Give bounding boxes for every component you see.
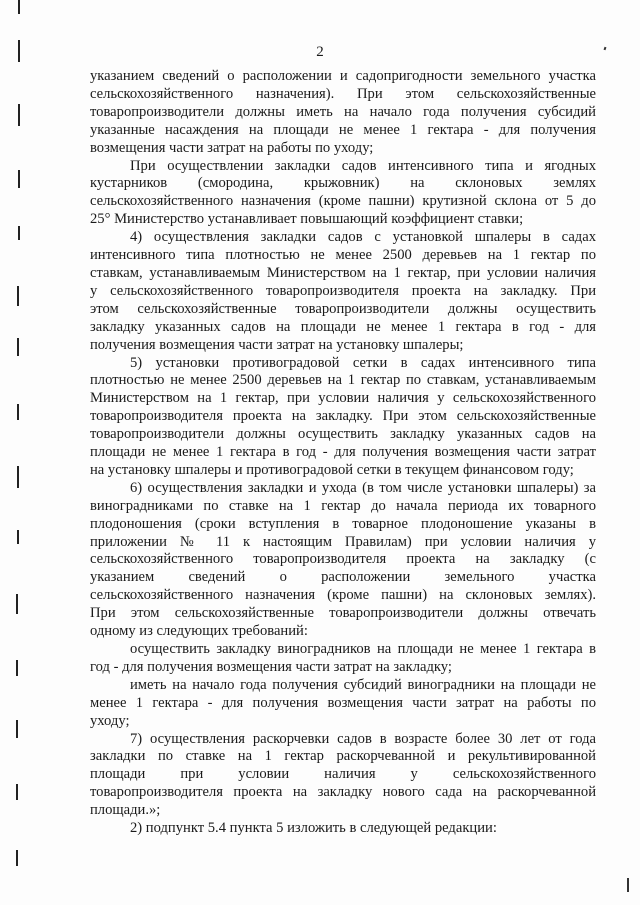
text-line-wrapper: [90, 605, 596, 623]
text-line: получения возмещения части затрат на установку шпалеры;: [90, 336, 464, 353]
text-line-wrapper: [90, 623, 596, 641]
scan-edge-mark: [16, 660, 18, 676]
text-line: интенсивного типа плотностью не менее 2500 деревьев на 1 гектар по: [90, 247, 596, 264]
text-line-wrapper: [90, 247, 596, 265]
scan-edge-mark: [18, 0, 20, 14]
text-line: товаропроизводителя проекта на закладку нового сада на раскорчеванной: [90, 784, 596, 801]
page-number: 2: [316, 44, 324, 60]
text-line: закладки по ставке на 1 гектар раскорчеванной и рекультивированной: [90, 748, 596, 765]
text-line: иметь на начало года получения субсидий виноградники на площади не: [130, 676, 596, 693]
scan-edge-mark: [17, 286, 19, 306]
scan-edge-mark: [16, 594, 18, 614]
text-line-wrapper: [90, 283, 596, 301]
scan-edge-mark: [18, 170, 20, 188]
text-line: этом сельскохозяйственные товаропроизводители должны осуществить: [90, 300, 596, 317]
text-line-wrapper: [90, 766, 596, 784]
text-line: сельскохозяйственного назначения (кроме пашни) на склоновых землях).: [90, 587, 596, 604]
document-body: [90, 68, 596, 838]
text-line: 6) осуществления закладки и ухода (в том числе установки шпалеры) за: [130, 479, 596, 496]
text-line-wrapper: [90, 659, 596, 677]
text-line-wrapper: [90, 820, 596, 838]
text-line: приложении № 11 к настоящим Правилам) при условии наличия у: [90, 533, 596, 550]
text-line-wrapper: [90, 498, 596, 516]
text-line: ставкам, устанавливаемым Министерством на 1 гектар, при условии наличия: [90, 264, 596, 281]
text-line-wrapper: [90, 390, 596, 408]
text-line: товаропроизводители должны иметь на начало года получения субсидий: [90, 103, 596, 120]
text-line: При этом сельскохозяйственные товаропроизводители должны отвечать: [90, 605, 596, 622]
text-line-wrapper: [90, 193, 596, 211]
text-line: товаропроизводителя проекта на закладку. При этом сельскохозяйственные: [90, 408, 596, 425]
scan-edge-mark: [16, 784, 18, 800]
text-line-wrapper: [90, 355, 596, 373]
text-line-wrapper: [90, 551, 596, 569]
text-line: 4) осуществления закладки садов с установкой шпалеры в садах: [130, 229, 596, 246]
scan-edge-mark: [17, 338, 19, 356]
scan-edge-mark: [16, 850, 18, 866]
scan-edge-mark: [17, 530, 19, 544]
text-line-wrapper: [90, 175, 596, 193]
text-line-wrapper: [90, 695, 596, 713]
text-line: осуществить закладку виноградников на площади не менее 1 гектара в: [130, 641, 596, 657]
text-line: площади.»;: [90, 802, 161, 819]
scan-edge-mark: [16, 720, 18, 738]
text-line: плотностью не менее 2500 деревьев на 1 гектар по ставкам, устанавливаемым: [90, 372, 596, 389]
text-line: площади не менее 1 гектара в год - для получения возмещения части затрат: [90, 444, 596, 461]
text-line-wrapper: [90, 140, 596, 158]
scan-edge-mark: [18, 104, 20, 126]
text-line-wrapper: [90, 534, 596, 552]
text-line: 5) установки противоградовой сетки в садах интенсивного типа: [130, 354, 596, 371]
text-line-wrapper: [90, 265, 596, 283]
text-line-wrapper: [90, 158, 596, 176]
text-line-wrapper: [90, 408, 596, 426]
text-line: 7) осуществления раскорчевки садов в возрасте более 30 лет от года: [130, 730, 596, 747]
text-line: сельскохозяйственного товаропроизводителя проекта на закладку (с: [90, 551, 596, 568]
scan-edge-mark: [17, 466, 19, 488]
text-line: сельскохозяйственного назначения). При этом сельскохозяйственные: [90, 85, 596, 102]
text-line: на установку шпалеры и противоградовой сетки в текущем финансовом году;: [90, 461, 574, 478]
text-line-wrapper: [90, 122, 596, 140]
text-line: возмещения части затрат на работы по уходу;: [90, 139, 374, 156]
text-line-wrapper: [90, 301, 596, 319]
text-line: указанные насаждения на площади не менее 1 гектара - для получения: [90, 121, 596, 138]
text-line: у сельскохозяйственного товаропроизводителя проекта на закладку. При: [90, 282, 596, 299]
text-line-wrapper: [90, 426, 596, 444]
text-line: Министерством на 1 гектар, при условии наличия у сельскохозяйственного: [90, 390, 596, 407]
text-line: плодоношения (сроки вступления в товарное плодоношение указаны в: [90, 515, 596, 532]
text-line-wrapper: [90, 641, 596, 659]
text-line: сельскохозяйственного назначения (кроме пашни) крутизной склона от 5 до: [90, 193, 596, 210]
text-line-wrapper: [90, 569, 596, 587]
text-line: менее 1 гектара - для получения возмещения части затрат на работы по: [90, 694, 596, 711]
text-line-wrapper: [90, 516, 596, 534]
text-line: указанием сведений о расположении и садопригодности земельного участка: [90, 68, 596, 84]
text-line: площади при условии наличия у сельскохозяйственного: [90, 766, 596, 783]
text-line: указанием сведений о расположении земельного участка: [90, 569, 596, 586]
text-line-wrapper: [90, 462, 596, 480]
text-line: товаропроизводители должны осуществить закладку указанных садов на: [90, 426, 596, 443]
text-line-wrapper: [90, 802, 596, 820]
text-line-wrapper: [90, 337, 596, 355]
scan-edge-mark: [18, 226, 20, 240]
text-line: одному из следующих требований:: [90, 623, 308, 640]
text-line-wrapper: [90, 748, 596, 766]
text-line-wrapper: [90, 713, 596, 731]
scan-edge-mark: [17, 404, 19, 420]
text-line: виноградниками по ставке на 1 гектар до начала периода их товарного: [90, 497, 596, 514]
text-line-wrapper: [90, 229, 596, 247]
text-line: При осуществлении закладки садов интенсивного типа и ягодных: [130, 157, 596, 174]
scan-edge-mark: [627, 878, 629, 892]
text-line-wrapper: [90, 319, 596, 337]
text-line: 25° Министерство устанавливает повышающий коэффициент ставки;: [90, 211, 524, 228]
text-line-wrapper: [90, 587, 596, 605]
text-line: уходу;: [90, 712, 130, 729]
text-line-wrapper: [90, 677, 596, 695]
text-line-wrapper: [90, 372, 596, 390]
text-line-wrapper: [90, 104, 596, 122]
text-line: 2) подпункт 5.4 пункта 5 изложить в следующей редакции:: [130, 820, 497, 837]
text-line: закладку указанных садов на площади не менее 1 гектара в год - для: [90, 318, 596, 335]
text-line-wrapper: [90, 784, 596, 802]
text-line: кустарников (смородина, крыжовник) на склоновых землях: [90, 175, 596, 192]
text-line-wrapper: [90, 211, 596, 229]
text-line-wrapper: [90, 480, 596, 498]
text-line-wrapper: [90, 68, 596, 86]
text-line-wrapper: [90, 731, 596, 749]
text-line-wrapper: [90, 86, 596, 104]
text-line: год - для получения возмещения части затрат на закладку;: [90, 658, 452, 675]
text-line-wrapper: [90, 444, 596, 462]
